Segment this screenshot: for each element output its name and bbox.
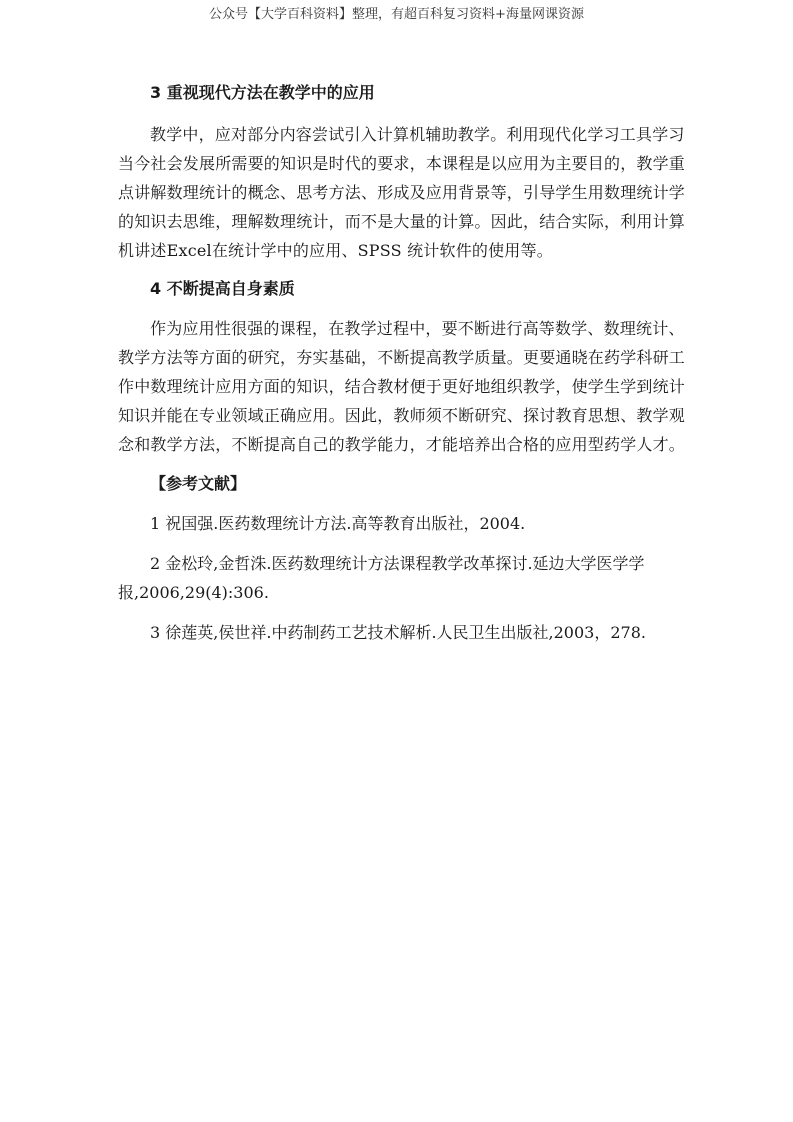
- reference-item-3: 3 徐莲英,侯世祥.中药制药工艺技术解析.人民卫生出版社,2003，278.: [150, 623, 646, 642]
- references-heading: 【参考文献】: [150, 474, 247, 493]
- reference-item-1: 1 祝国强.医药数理统计方法.高等教育出版社，2004.: [150, 514, 526, 533]
- section-3-heading: 3 重视现代方法在教学中的应用: [150, 83, 375, 102]
- section-4-paragraph: 作为应用性很强的课程，在教学过程中，要不断进行高等数学、数理统计、教学方法等方面的研究，夯实基础，不断提高教学质量。更要通晓在药学科研工作中数理统计应用方面的知识，结合教材便于更好地组织教学，使学生学到统计知识并能在专业领域正确应用。因此，教师须不断研究、探讨教育思想、教学观念和教学方法，不断提高自己的教学能力，才能培养出合格的应用型药学人才。: [118, 319, 686, 454]
- section-4-heading: 4 不断提高自身素质: [150, 279, 295, 298]
- section-3-paragraph: 教学中，应对部分内容尝试引入计算机辅助教学。利用现代化学习工具学习当今社会发展所需要的知识是时代的要求，本课程是以应用为主要目的，教学重点讲解数理统计的概念、思考方法、形成及应用背景等，引导学生用数理统计学的知识去思维，理解数理统计，而不是大量的计算。因此，结合实际，利用计算机讲述Excel在统计学中的应用、SPSS 统计软件的使用等。: [118, 125, 686, 260]
- reference-item-2: 2 金松玲,金哲洙.医药数理统计方法课程教学改革探讨.延边大学医学学报,2006,29(4):306.: [118, 554, 645, 602]
- page-header: 公众号【大学百科资料】整理，有超百科复习资料+海量网课资源: [209, 7, 584, 22]
- document-body: [118, 80, 688, 647]
